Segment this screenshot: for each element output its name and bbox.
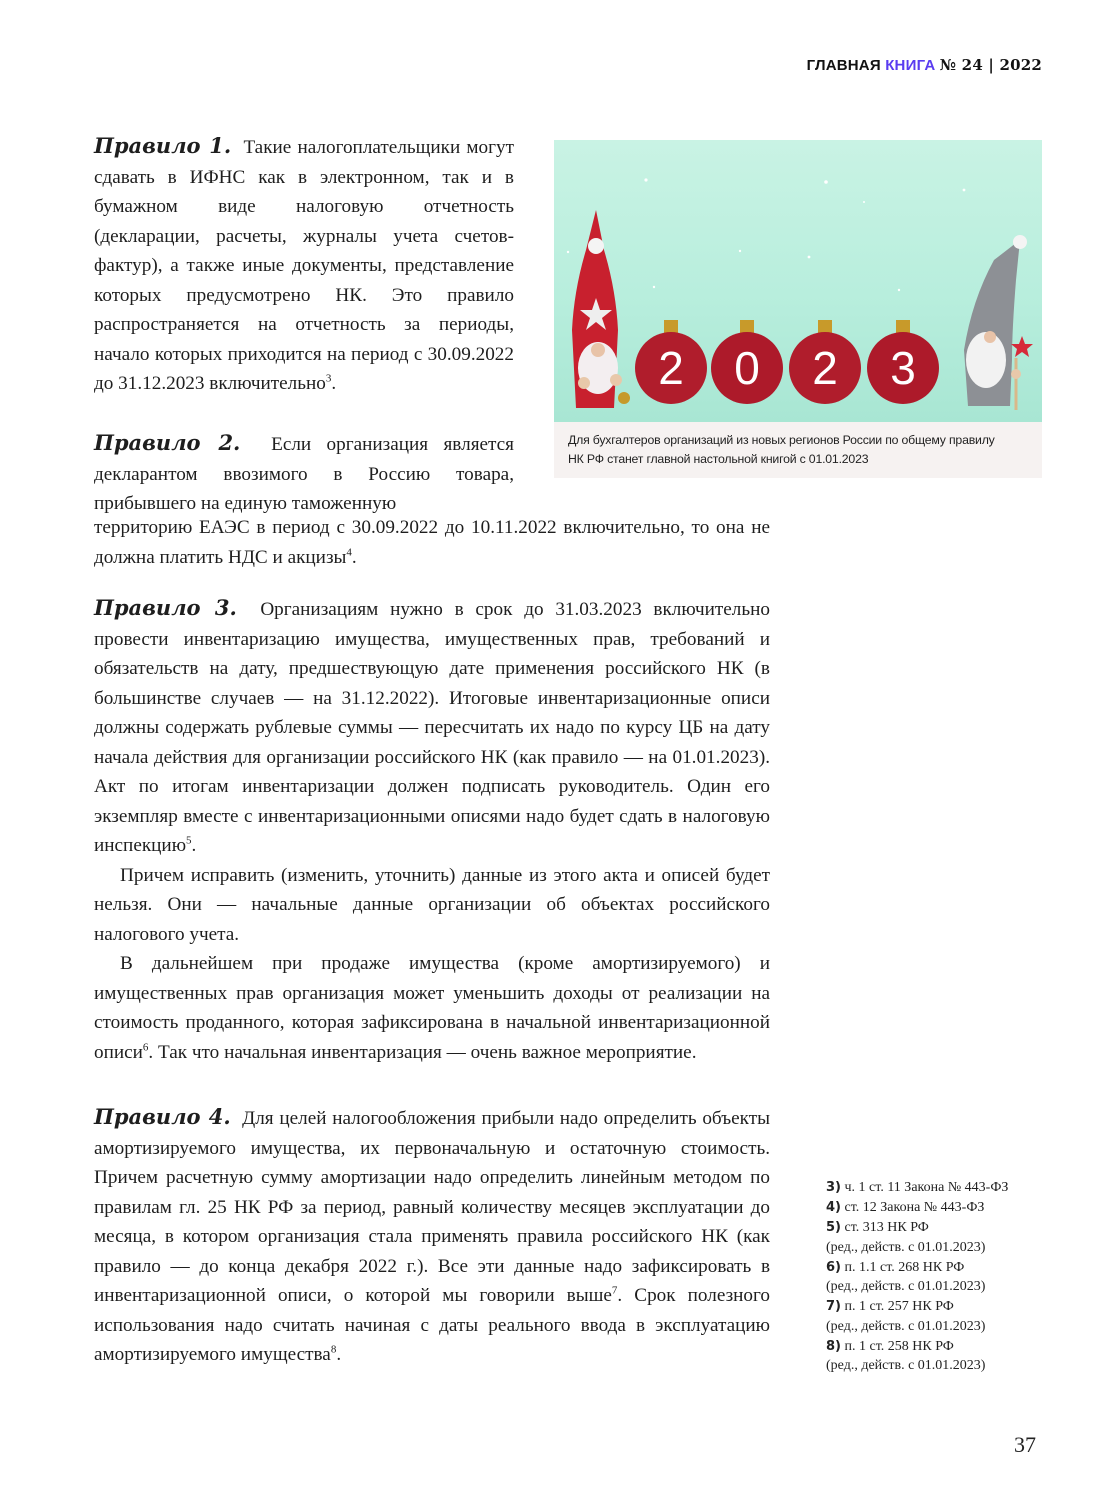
issue-number: № 24 | 2022 [939,56,1042,74]
rule-1-title: Правило 1. [94,133,232,158]
new-year-illustration [554,140,1042,422]
footnote-3: 3) ч. 1 ст. 11 Закона № 443-ФЗ [826,1180,1009,1195]
magazine-title-accent: КНИГА [885,57,936,74]
rule-1: Правило 1. Такие налогоплательщики могут сдавать в ИФНС как в электронном, так и в бумажном виде налоговую отчетность (декларации, расчеты, журналы учета счетов-фактур), а также иные документы, представление которых предусмотрено НК. Это правило распространяется на отчетность за периоды, начало которых приходится на период с 30.09.2022 до 31.12.2023 включительно$^3$. [94,133,514,394]
rule-3-paragraph-2: Причем исправить (изменить, уточнить) данные из этого акта и описей будет нельзя. Они — начальные данные организации об объектах российского налогового учета. [94,864,770,945]
red-gnome-icon [572,210,630,408]
svg-text:0: 0 [734,342,760,394]
ornament-3-icon [867,320,939,404]
rule-3-paragraph-3: В дальнейшем при продаже имущества (кроме амортизируемого) и имущественных прав организация может уменьшить доходы от реализации на стоимость проданного, которая зафиксирована в начальной инвентаризационной описи$^6$. Так что начальная инвентаризация — очень важное мероприятие. [94,953,770,1063]
footnotes [826,1178,1056,1376]
rule-2-continued: территорию ЕАЭС в период с 30.09.2022 до 10.11.2022 включительно, то она не должна платить НДС и акцизы$^4$. [94,517,770,568]
rule-4-text: Для целей налогообложения прибыли надо определить объекты амортизируемого имущества, их первоначальную и остаточную стоимость. Причем расчетную сумму амортизации надо определить линейным методом по правилам гл. 25 НК РФ за период, равный количеству месяцев эксплуатации до месяца, в котором организация стала применять правила российского НК (как правило — до конца декабря 2022 г.). Все эти данные надо зафиксировать в инвентаризационной описи, о которой мы говорили выше [94,1108,770,1306]
photo-caption [554,422,1042,478]
ornament-0-icon [711,320,783,404]
ornament-2-icon [635,320,707,404]
footnote-8: 8) п. 1 ст. 258 НК РФ (ред., действ. с 01.01.2023) [826,1338,986,1373]
rule-2-title: Правило 2. [94,430,241,455]
rule-2-text-wide: территорию ЕАЭС в период с 30.09.2022 до 10.11.2022 включительно, то она не должна платить НДС и акцизы [94,517,770,568]
rule-2 [94,428,514,519]
footnote-6: 6) п. 1.1 ст. 268 НК РФ (ред., действ. с 01.01.2023) [826,1259,986,1294]
rule-3: Правило 3. Организациям нужно в срок до 31.03.2023 включительно провести инвентаризацию имущества, имущественных прав, требований и обязательств на дату, предшествующую дате применения российского НК (в большинстве случаев — на 31.12.2022). Итоговые инвентаризационные описи должны содержать рублевые суммы — пересчитать их надо по курсу ЦБ на дату начала действия для организации российского НК (как правило — на 01.01.2023). Акт по итогам инвентаризации должен подписать руководитель. Один его экземпляр вместе с инвентаризационными описями надо будет сдать в налоговую инспекцию$^5$. Причем исправить (изменить, уточнить) данные из этого акта и описей будет нельзя. Они — начальные данные организации об объектах российского налогового учета. В дальнейшем при продаже имущества (кроме амортизируемого) и имущественных прав организация может уменьшить доходы от реализации на стоимость проданного, которая зафиксирована в начальной инвентаризационной описи$^6$. Так что начальная инвентаризация — очень важное мероприятие. [94,593,770,1067]
svg-text:2: 2 [658,342,684,394]
footnote-ref-3[interactable]: 3 [325,372,332,385]
footnote-4: 4) ст. 12 Закона № 443-ФЗ [826,1200,985,1215]
ornament-2b-icon [789,320,861,404]
footnote-5: 5) ст. 313 НК РФ (ред., действ. с 01.01.2023) [826,1220,986,1255]
grey-gnome-icon [964,235,1033,410]
rule-3-text: Организациям нужно в срок до 31.03.2023 включительно провести инвентаризацию имущества, имущественных прав, требований и обязательств на дату, предшествующую дате применения российского НК (в большинстве случаев — на 31.12.2022). Итоговые инвентаризационные описи должны содержать рублевые суммы — пересчитать их надо по курсу ЦБ на дату начала действия для организации российского НК (как правило — на 01.01.2023). Акт по итогам инвентаризации должен подписать руководитель. Один его экземпляр вместе с инвентаризационными описями надо будет сдать в налоговую инспекцию [94,599,770,856]
new-year-photo [554,140,1042,422]
rule-3-title: Правило 3. [94,595,237,620]
page-number: 37 [1014,1432,1036,1457]
footnote-ref-7[interactable]: 7 [611,1284,618,1297]
footnote-7: 7) п. 1 ст. 257 НК РФ (ред., действ. с 01.01.2023) [826,1299,986,1334]
magazine-title: ГЛАВНАЯ [806,57,881,74]
footnote-ref-8[interactable]: 8 [330,1343,337,1356]
caption-line-1: Для бухгалтеров организаций из новых регионов России по общему правилу [568,433,995,447]
footnote-ref-6[interactable]: 6 [142,1041,149,1054]
rule-1-text: Такие налогоплательщики могут сдавать в ИФНС как в электронном, так и в бумажном виде налоговую отчетность (декларации, расчеты, журналы учета счетов-фактур), а также иные документы, представление которых предусмотрено НК. Это правило распространяется на отчетность за периоды, начало которых приходится на период с 30.09.2022 до 31.12.2023 включительно [94,137,514,394]
running-header [807,56,1042,74]
rule-4: Правило 4. Для целей налогообложения прибыли надо определить объекты амортизируемого имущества, их первоначальную и остаточную стоимость. Причем расчетную сумму амортизации надо определить линейным методом по правилам гл. 25 НК РФ за период, равный количеству месяцев эксплуатации до месяца, в котором организация стала применять правила российского НК (как правило — до конца декабря 2022 г.). Все эти данные надо зафиксировать в инвентаризационной описи, о которой мы говорили выше$^7$. Срок полезного использования надо считать начиная с даты реального ввода в эксплуатацию амортизируемого имущества$^8$. [94,1104,771,1365]
caption-line-2: НК РФ станет главной настольной книгой с 01.01.2023 [568,452,869,466]
rule-4-title: Правило 4. [94,1104,231,1129]
rule-2-text-narrow: Если организация является декларантом ввозимого в Россию товара, прибывшего на единую таможенную [94,434,514,514]
footnote-ref-5[interactable]: 5 [186,834,192,847]
footnote-ref-4[interactable]: 4 [346,546,352,559]
svg-text:2: 2 [812,342,838,394]
svg-text:3: 3 [890,342,916,394]
